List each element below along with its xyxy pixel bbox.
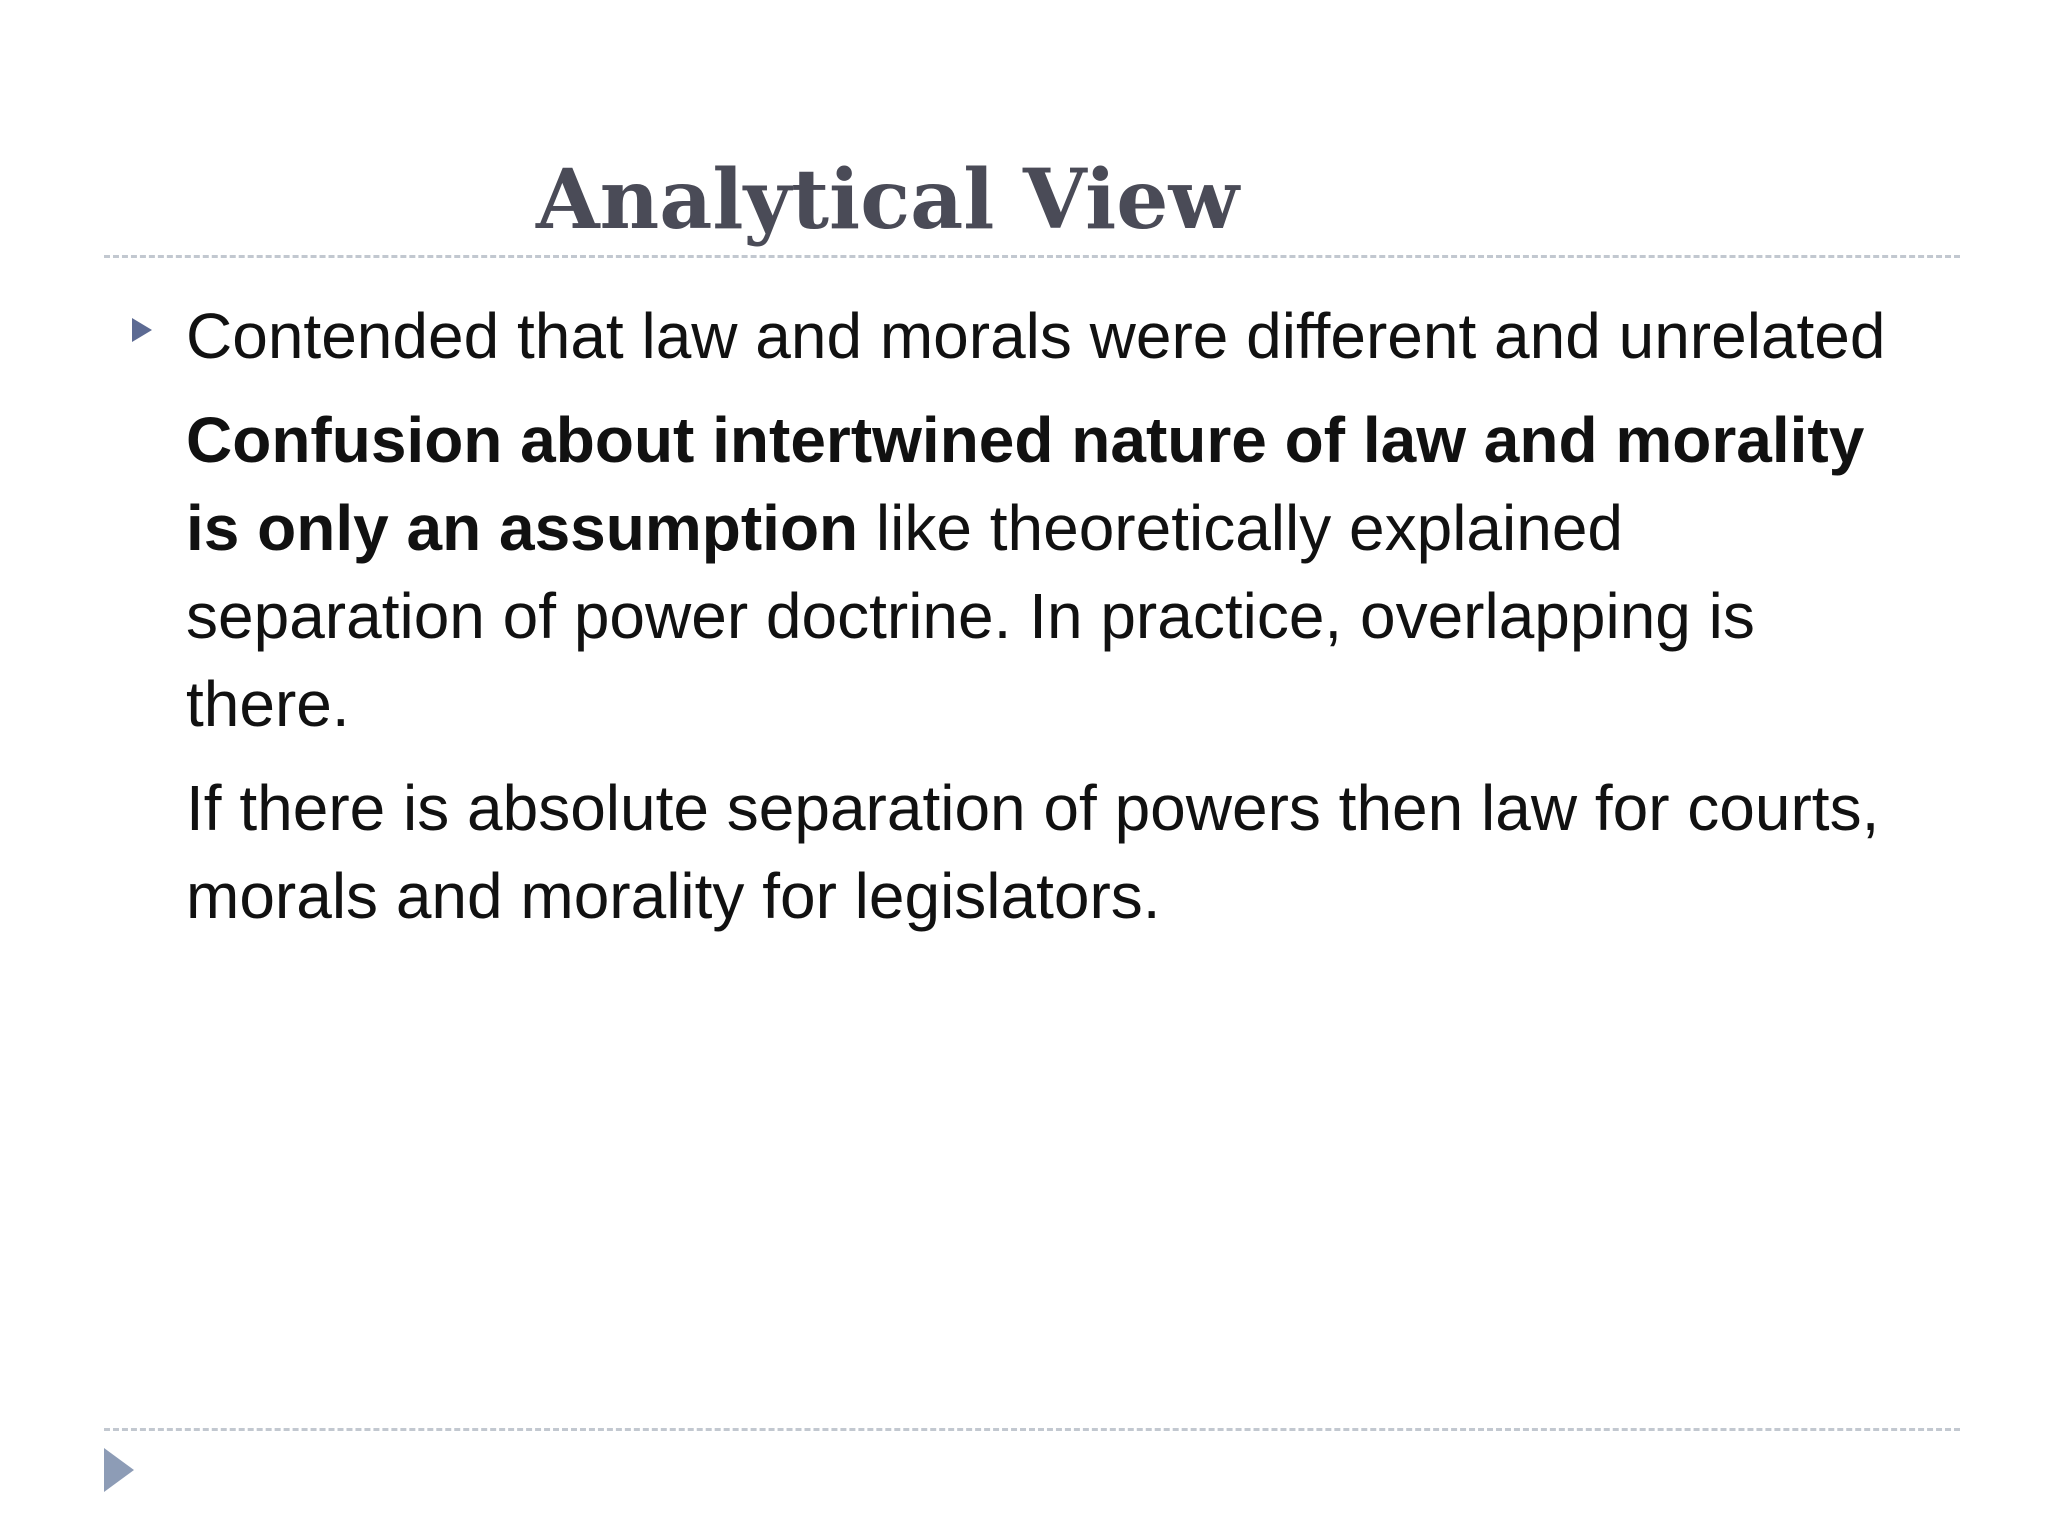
paragraph-2 <box>186 396 1906 748</box>
paragraph-2-bold-text: Confusion about intertwined nature of law and morality is only an assumption <box>186 404 1865 564</box>
paragraph-1 <box>186 292 1906 380</box>
slide-title: Analytical View <box>536 152 1240 248</box>
paragraph-3 <box>186 764 1906 940</box>
paragraph-2-text: like theoretically explained separation of power doctrine. In practice, overlapping is there. <box>186 492 1755 740</box>
paragraph-3-text: If there is absolute separation of powers then law for courts, morals and morality for legislators. <box>186 772 1880 932</box>
top-divider <box>104 255 1960 258</box>
paragraph-1-text: Contended that law and morals were different and unrelated <box>186 300 1886 372</box>
triangle-next-icon[interactable] <box>104 1448 134 1492</box>
slide-body <box>186 292 1906 956</box>
bottom-divider <box>104 1428 1960 1431</box>
triangle-bullet-icon <box>132 318 152 342</box>
